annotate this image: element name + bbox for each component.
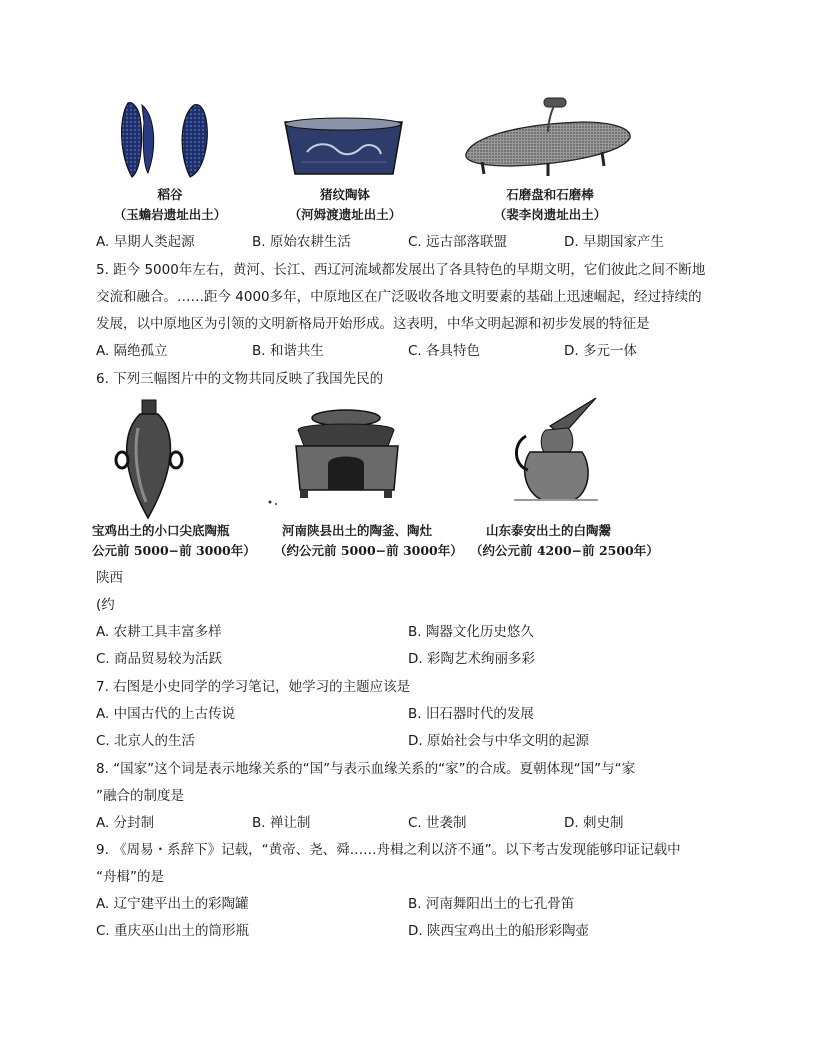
q4-option-a[interactable]: A. 早期人类起源 [96, 234, 195, 250]
caption-stone-site: （裴李岗遗址出土） [493, 207, 607, 222]
q6-stem: 6. 下列三幅图片中的文物共同反映了我国先民的 [96, 371, 384, 387]
pottery-stove-image [268, 406, 418, 506]
caption-rice-site: （玉蟾岩遗址出土） [113, 207, 227, 222]
q4-option-c[interactable]: C. 远古部落联盟 [408, 234, 508, 250]
caption-bottle-line2: 公元前 5000−前 3000年） [92, 543, 256, 558]
pointed-bottom-bottle-image [110, 398, 190, 520]
caption-stove-line1: 河南陕县出土的陶釜、陶灶 [282, 523, 433, 538]
caption-rice-name: 稻谷 [157, 187, 183, 202]
q6-option-b[interactable]: B. 陶器文化历史悠久 [408, 624, 534, 640]
q6-option-a[interactable]: A. 农耕工具丰富多样 [96, 624, 222, 640]
q8-option-d[interactable]: D. 刺史制 [564, 815, 624, 831]
caption-bowl-site: （河姆渡遗址出土） [288, 207, 402, 222]
q5-option-b[interactable]: B. 和谐共生 [252, 343, 324, 359]
q6-stray-text-1: 陕西 [96, 570, 123, 586]
caption-bottle-line1: 宝鸡出土的小口尖底陶瓶 [92, 523, 230, 538]
q6-stray-text-2: (约 [96, 597, 115, 613]
q7-option-d[interactable]: D. 原始社会与中华文明的起源 [408, 733, 589, 749]
caption-gui-line2: （约公元前 4200−前 2500年） [470, 543, 659, 558]
q5-option-a[interactable]: A. 隔绝孤立 [96, 343, 168, 359]
q5-option-d[interactable]: D. 多元一体 [564, 343, 637, 359]
q6-option-c[interactable]: C. 商品贸易较为活跃 [96, 651, 223, 667]
q5-line-3: 发展，以中原地区为引领的文明新格局开始形成。这表明，中华文明起源和初步发展的特征是 [96, 316, 650, 332]
rice-grain-image [114, 97, 224, 182]
q9-line-2: “舟楫”的是 [96, 869, 164, 885]
grinding-stone-image [462, 96, 634, 178]
q9-option-c[interactable]: C. 重庆巫山出土的筒形瓶 [96, 923, 250, 939]
q8-line-1: 8. “国家”这个词是表示地缘关系的“国”与表示血缘关系的“家”的合成。夏朝体现“国”与“家 [96, 761, 636, 777]
q7-option-c[interactable]: C. 北京人的生活 [96, 733, 196, 749]
q5-line-2: 交流和融合。……距今 4000多年，中原地区在广泛吸收各地文明要素的基础上迅速崛起，经过持续的 [96, 289, 702, 305]
q5-line-1: 5. 距今 5000年左右，黄河、长江、西辽河流域都发展出了各具特色的早期文明，它们彼此之间不断地 [96, 262, 706, 278]
q8-option-a[interactable]: A. 分封制 [96, 815, 155, 831]
q4-option-b[interactable]: B. 原始农耕生活 [252, 234, 351, 250]
q9-option-a[interactable]: A. 辽宁建平出土的彩陶罐 [96, 896, 249, 912]
q5-option-c[interactable]: C. 各具特色 [408, 343, 481, 359]
q4-option-d[interactable]: D. 早期国家产生 [564, 234, 664, 250]
q8-option-c[interactable]: C. 世袭制 [408, 815, 467, 831]
caption-stone-name: 石磨盘和石磨棒 [506, 187, 594, 202]
pig-pattern-bowl-image [281, 112, 406, 182]
q9-line-1: 9. 《周易・系辞下》记载，“黄帝、尧、舜……舟楫之利以济不通”。以下考古发现能够印证记载中 [96, 842, 681, 858]
caption-bowl-name: 猪纹陶钵 [319, 187, 370, 202]
q8-line-2: ”融合的制度是 [96, 788, 184, 804]
white-pottery-gui-image [510, 396, 602, 504]
q8-option-b[interactable]: B. 禅让制 [252, 815, 311, 831]
q9-option-d[interactable]: D. 陕西宝鸡出土的船形彩陶壶 [408, 923, 589, 939]
q7-option-a[interactable]: A. 中国古代的上古传说 [96, 706, 236, 722]
caption-stove-line2: （约公元前 5000−前 3000年） [274, 543, 463, 558]
q7-option-b[interactable]: B. 旧石器时代的发展 [408, 706, 534, 722]
q9-option-b[interactable]: B. 河南舞阳出土的七孔骨笛 [408, 896, 575, 912]
q6-option-d[interactable]: D. 彩陶艺术绚丽多彩 [408, 651, 535, 667]
q7-stem: 7. 右图是小史同学的学习笔记，她学习的主题应该是 [96, 679, 411, 695]
caption-gui-line1: 山东泰安出土的白陶鬶 [486, 523, 612, 538]
